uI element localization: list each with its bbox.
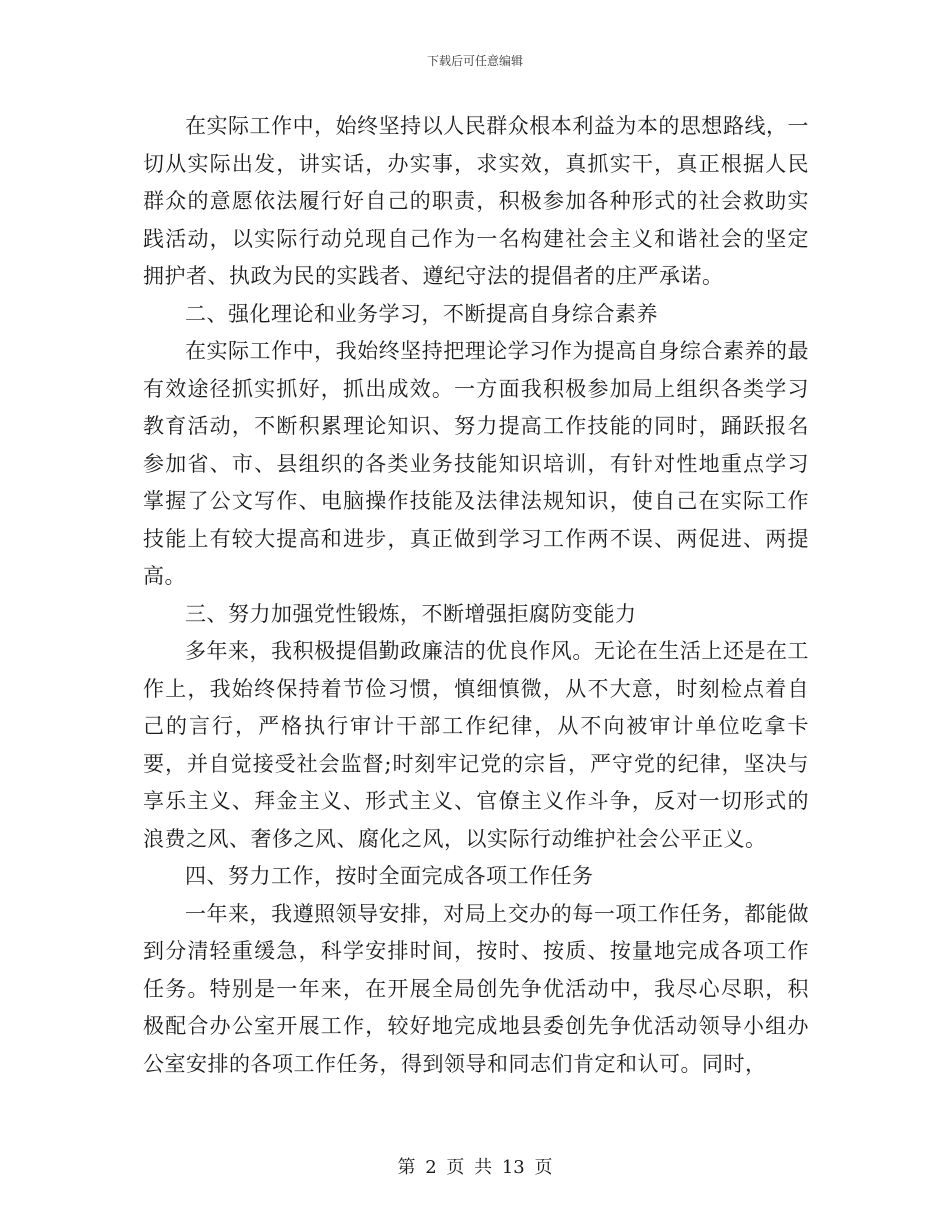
page-number-footer: 第 2 页 共 13 页 [397,1157,553,1178]
paragraph-2: 在实际工作中，我始终坚持把理论学习作为提高自身综合素养的最有效途径抓实抓好，抓出成效。一方面我积极参加局上组织各类学习教育活动，不断积累理论知识、努力提高工作技能的同时，踊跃报名参加省、市、县组织的各类业务技能知识培训，有针对性地重点学习掌握了公文写作、电脑操作技能及法律法规知识，使自己在实际工作技能上有较大提高和进步，真正做到学习工作两不误、两促进、两提高。 [143,339,809,588]
page-header: 下载后可任意编辑 [426,54,523,68]
paragraph-3: 多年来，我积极提倡勤政廉洁的优良作风。无论在生活上还是在工作上，我始终保持着节俭习惯，慎细慎微，从不大意，时刻检点着自己的言行，严格执行审计干部工作纪律，从不向被审计单位吃拿卡要，并自觉接受社会监督;时刻牢记党的宗旨，严守党的纪律，坚决与享乐主义、拜金主义、形式主义、官僚主义作斗争，反对一切形式的浪费之风、奢侈之风、腐化之风，以实际行动维护社会公平正义。 [143,639,809,851]
document-body [143,108,809,1083]
paragraph-1: 在实际工作中，始终坚持以人民群众根本利益为本的思想路线，一切从实际出发，讲实话，办实事，求实效，真抓实干，真正根据人民群众的意愿依法履行好自己的职责，积极参加各种形式的社会救助实践活动，以实际行动兑现自己作为一名构建社会主义和谐社会的坚定拥护者、执政为民的实践者、遵纪守法的提倡者的庄严承诺。 [143,114,809,288]
paragraph-4: 一年来，我遵照领导安排，对局上交办的每一项工作任务，都能做到分清轻重缓急，科学安排时间，按时、按质、按量地完成各项工作任务。特别是一年来，在开展全局创先争优活动中，我尽心尽职，积极配合办公室开展工作，较好地完成地县委创先争优活动领导小组办公室安排的各项工作任务，得到领导和同志们肯定和认可。同时， [143,901,809,1076]
section-heading-2: 二、强化理论和业务学习，不断提高自身综合素养 [185,301,658,326]
section-heading-4: 四、努力工作，按时全面完成各项工作任务 [185,864,594,888]
section-heading-3: 三、努力加强党性锻炼，不断增强拒腐防变能力 [185,601,637,626]
